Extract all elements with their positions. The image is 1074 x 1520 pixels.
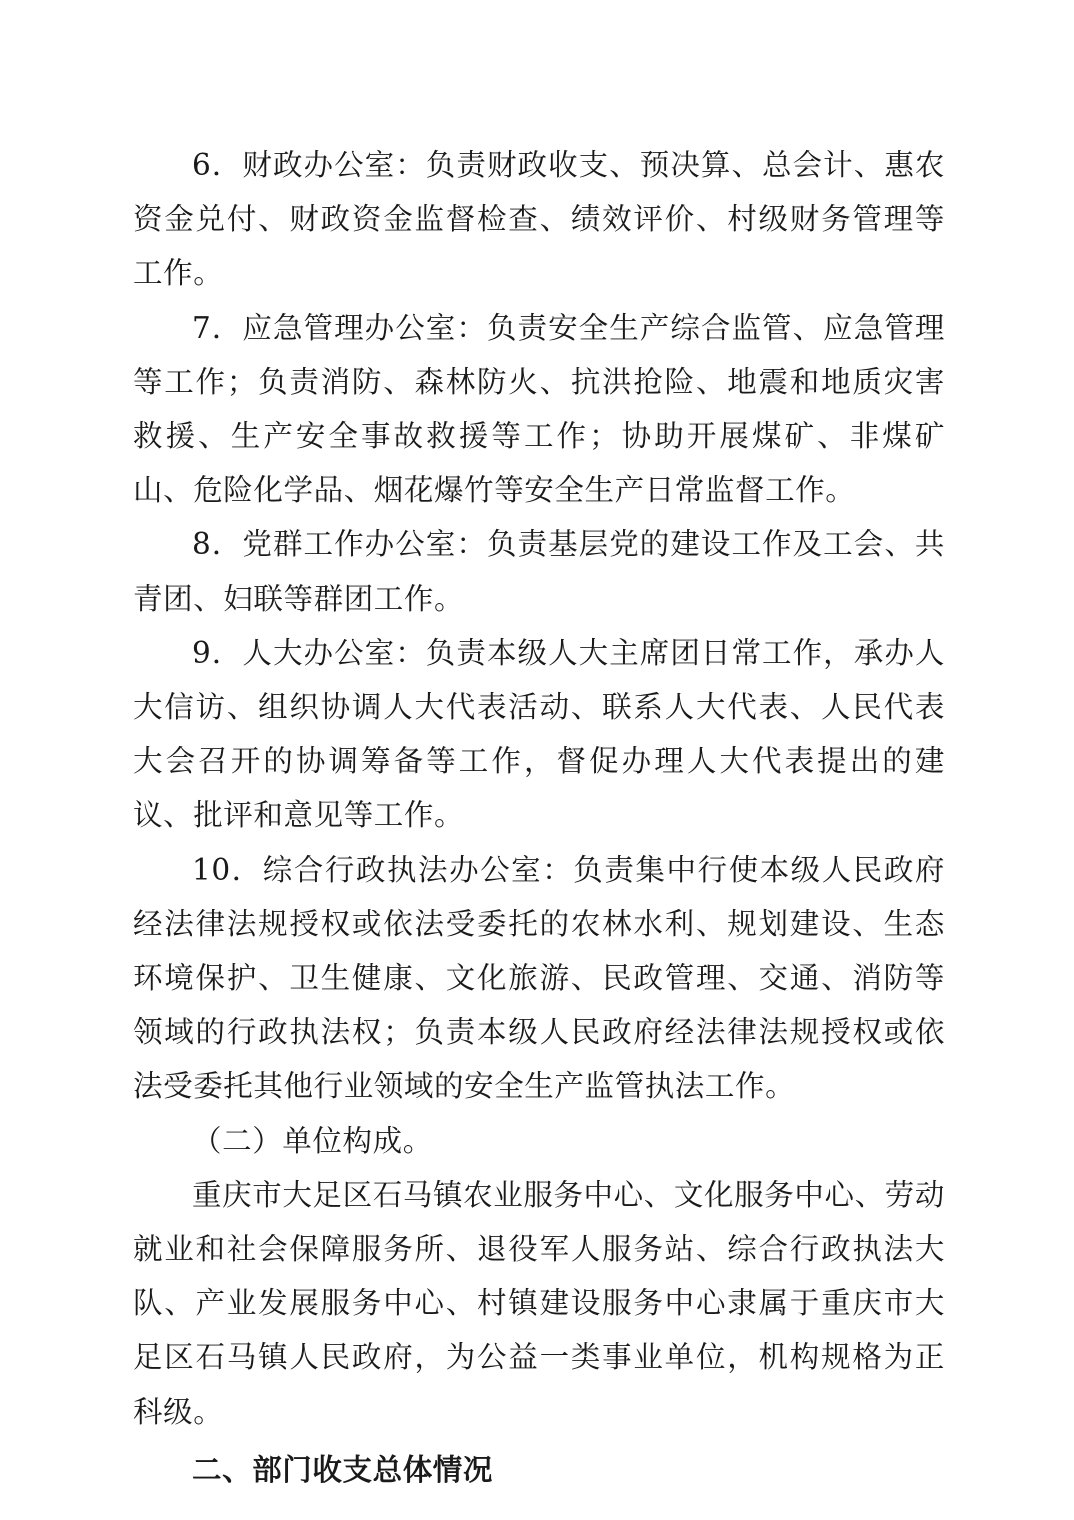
paragraph-law-enforcement-office: 10．综合行政执法办公室：负责集中行使本级人民政府经法律法规授权或依法受委托的农林水利、规划建设、生态环境保护、卫生健康、文化旅游、民政管理、交通、消防等领域的行政执法权；负责本级人民政府经法律法规授权或依法受委托其他行业领域的安全生产监管执法工作。 <box>133 852 945 1104</box>
document-page <box>133 138 945 1497</box>
subsection-unit-composition: （二）单位构成。 <box>192 1123 433 1158</box>
paragraph-unit-composition: 重庆市大足区石马镇农业服务中心、文化服务中心、劳动就业和社会保障服务所、退役军人服务站、综合行政执法大队、产业发展服务中心、村镇建设服务中心隶属于重庆市大足区石马镇人民政府，为公益一类事业单位，机构规格为正科级。 <box>133 1177 945 1429</box>
paragraph-npc-office: 9．人大办公室：负责本级人大主席团日常工作，承办人大信访、组织协调人大代表活动、联系人大代表、人民代表大会召开的协调筹备等工作，督促办理人大代表提出的建议、批评和意见等工作。 <box>133 635 945 833</box>
paragraph-emergency-office: 7．应急管理办公室：负责安全生产综合监管、应急管理等工作；负责消防、森林防火、抗洪抢险、地震和地质灾害救援、生产安全事故救援等工作；协助开展煤矿、非煤矿山、危险化学品、烟花爆竹等安全生产日常监督工作。 <box>133 310 945 508</box>
paragraph-party-office: 8．党群工作办公室：负责基层党的建设工作及工会、共青团、妇联等群团工作。 <box>133 527 945 616</box>
paragraph-finance-office: 6．财政办公室：负责财政收支、预决算、总会计、惠农资金兑付、财政资金监督检查、绩效评价、村级财务管理等工作。 <box>133 148 945 291</box>
section-heading: 二、部门收支总体情况 <box>192 1452 494 1487</box>
